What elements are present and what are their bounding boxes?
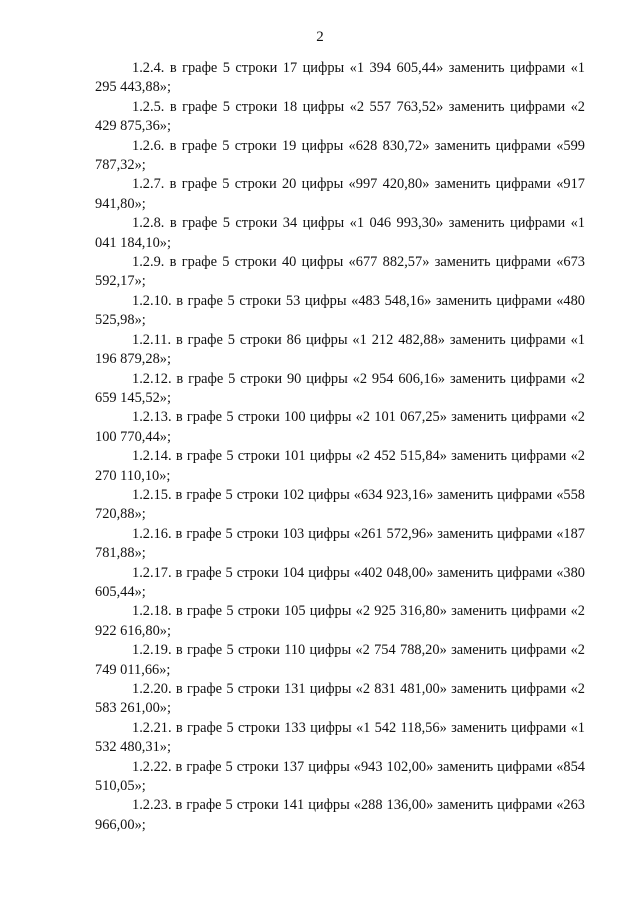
amendment-item-1-2-15: 1.2.15. в графе 5 строки 102 цифры «634 923,16» заменить цифрами «558 720,88»; [95, 486, 585, 523]
amendment-item-1-2-19: 1.2.19. в графе 5 строки 110 цифры «2 754 788,20» заменить цифрами «2 749 011,66»; [95, 642, 585, 678]
amendment-item-1-2-7: 1.2.7. в графе 5 строки 20 цифры «997 420,80» заменить цифрами «917 941,80»; [95, 176, 585, 212]
amendment-item-1-2-9: 1.2.9. в графе 5 строки 40 цифры «677 882,57» заменить цифрами «673 592,17»; [95, 254, 585, 290]
amendment-item-1-2-21: 1.2.21. в графе 5 строки 133 цифры «1 542 118,56» заменить цифрами «1 532 480,31»; [95, 719, 585, 756]
amendment-item-1-2-22: 1.2.22. в графе 5 строки 137 цифры «943 102,00» заменить цифрами «854 510,05»; [95, 758, 585, 795]
amendment-item-1-2-4: 1.2.4. в графе 5 строки 17 цифры «1 394 605,44» заменить цифрами «1 295 443,88»; [95, 60, 585, 96]
amendment-item-1-2-11: 1.2.11. в графе 5 строки 86 цифры «1 212 482,88» заменить цифрами «1 196 879,28»; [95, 331, 585, 368]
amendment-item-1-2-14: 1.2.14. в графе 5 строки 101 цифры «2 452 515,84» заменить цифрами «2 270 110,10»; [95, 448, 585, 484]
amendment-item-1-2-17: 1.2.17. в графе 5 строки 104 цифры «402 048,00» заменить цифрами «380 605,44»; [95, 564, 585, 600]
amendment-item-1-2-20: 1.2.20. в графе 5 строки 131 цифры «2 831 481,00» заменить цифрами «2 583 261,00»; [95, 681, 585, 717]
amendment-item-1-2-23: 1.2.23. в графе 5 строки 141 цифры «288 136,00» заменить цифрами «263 966,00»; [95, 797, 585, 833]
amendment-item-1-2-6: 1.2.6. в графе 5 строки 19 цифры «628 830,72» заменить цифрами «599 787,32»; [95, 137, 585, 174]
amendment-item-1-2-8: 1.2.8. в графе 5 строки 34 цифры «1 046 993,30» заменить цифрами «1 041 184,10»; [95, 215, 585, 251]
amendment-item-1-2-18: 1.2.18. в графе 5 строки 105 цифры «2 925 316,80» заменить цифрами «2 922 616,80»; [95, 603, 585, 639]
amendment-item-1-2-12: 1.2.12. в графе 5 строки 90 цифры «2 954 606,16» заменить цифрами «2 659 145,52»; [95, 370, 585, 406]
amendment-item-1-2-13: 1.2.13. в графе 5 строки 100 цифры «2 101 067,25» заменить цифрами «2 100 770,44»; [95, 409, 585, 445]
amendment-item-1-2-5: 1.2.5. в графе 5 строки 18 цифры «2 557 763,52» заменить цифрами «2 429 875,36»; [95, 98, 585, 135]
page-number: 2 [316, 29, 324, 45]
amendment-item-1-2-16: 1.2.16. в графе 5 строки 103 цифры «261 572,96» заменить цифрами «187 781,88»; [95, 525, 585, 562]
document-body [95, 59, 585, 835]
amendment-item-1-2-10: 1.2.10. в графе 5 строки 53 цифры «483 548,16» заменить цифрами «480 525,98»; [95, 292, 585, 329]
